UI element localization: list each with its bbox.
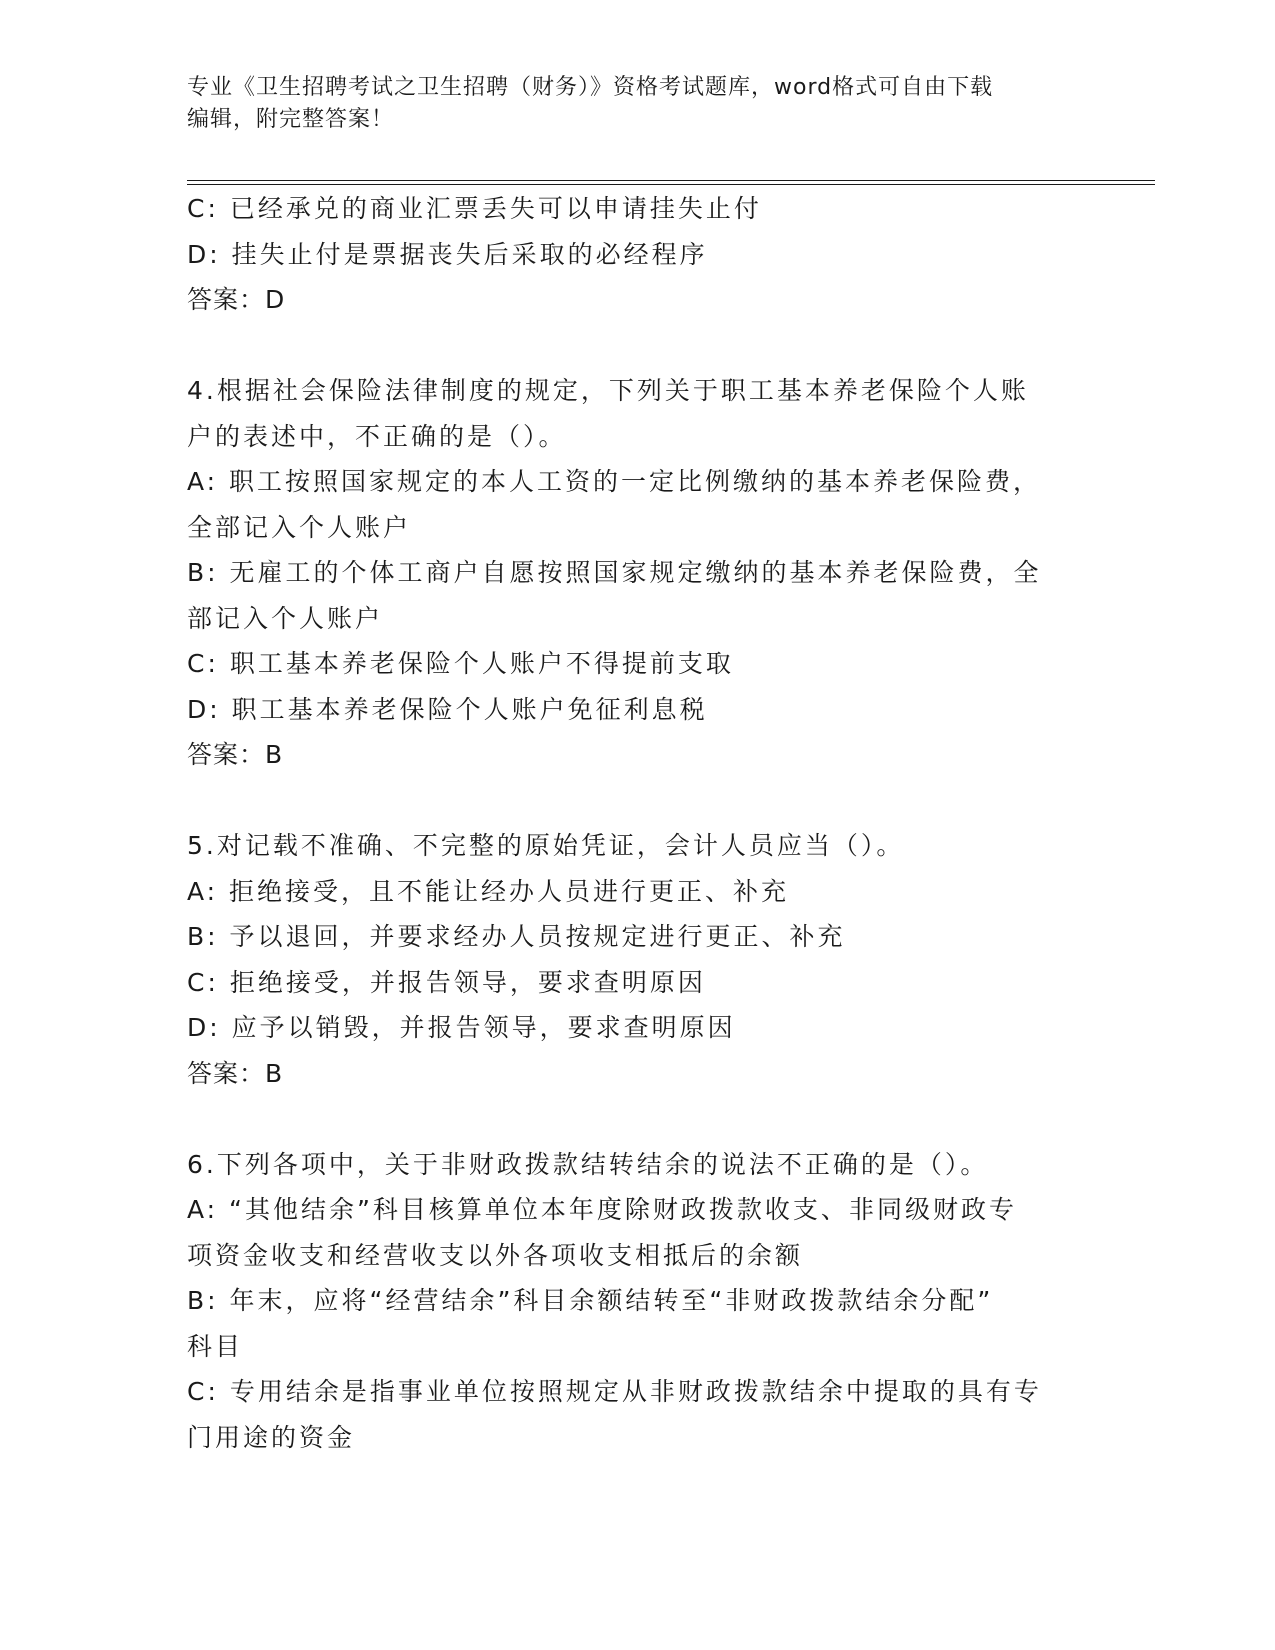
q3-answer: 答案：D: [187, 285, 286, 314]
q4-option-b-line2: 部记入个人账户: [187, 603, 384, 633]
q6-option-b-line1: B: 年末，应将“经营结余”科目余额结转至“非财政拨款结余分配”: [187, 1286, 994, 1315]
spacer: [187, 1096, 1087, 1142]
q4-option-b-line1: B: 无雇工的个体工商户自愿按照国家规定缴纳的基本养老保险费，全: [187, 558, 1042, 587]
q6-option-a-line1: A: “其他结余”科目核算单位本年度除财政拨款收支、非同级财政专: [187, 1195, 1017, 1224]
q5-option-c: C: 拒绝接受，并报告领导，要求查明原因: [187, 967, 706, 997]
q5-stem: 5.对记载不准确、不完整的原始凭证，会计人员应当（）。: [187, 831, 905, 860]
document-header: 专业《卫生招聘考试之卫生招聘（财务）》资格考试题库，word格式可自由下载 编辑，附完整答案！: [187, 75, 994, 132]
q4-option-c: C: 职工基本养老保险个人账户不得提前支取: [187, 649, 734, 678]
q5-option-a: A: 拒绝接受，且不能让经办人员进行更正、补充: [187, 876, 790, 906]
q5-option-d: D: 应予以销毁，并报告领导，要求查明原因: [187, 1013, 736, 1042]
q6-option-a-line2: 项资金收支和经营收支以外各项收支相抵后的余额: [187, 1240, 804, 1270]
spacer: [187, 323, 1087, 369]
q4-stem-line2: 户的表述中，不正确的是（）。: [187, 421, 567, 451]
q3-option-c: C: 已经承兑的商业汇票丢失可以申请挂失止付: [187, 194, 762, 223]
q6-stem: 6.下列各项中，关于非财政拨款结转结余的说法不正确的是（）。: [187, 1149, 989, 1179]
q6-option-c-line1: C: 专用结余是指事业单位按照规定从非财政拨款结余中提取的具有专: [187, 1377, 1042, 1406]
q4-stem-line1: 4.根据社会保险法律制度的规定，下列关于职工基本养老保险个人账: [187, 376, 1029, 405]
q6-option-c-line2: 门用途的资金: [187, 1422, 356, 1452]
q4-option-a-line1: A: 职工按照国家规定的本人工资的一定比例缴纳的基本养老保险费，: [187, 467, 1042, 496]
q4-option-a-line2: 全部记入个人账户: [187, 512, 412, 542]
header-divider: [187, 180, 1155, 181]
q4-answer: 答案：B: [187, 740, 284, 769]
header-divider-secondary: [187, 184, 1155, 185]
question-content: [187, 186, 1087, 1460]
q3-option-d: D: 挂失止付是票据丧失后采取的必经程序: [187, 239, 708, 269]
q6-option-b-line2: 科目: [187, 1331, 244, 1361]
spacer: [187, 778, 1087, 824]
q5-option-b: B: 予以退回，并要求经办人员按规定进行更正、补充: [187, 922, 846, 951]
q5-answer: 答案：B: [187, 1058, 284, 1088]
q4-option-d: D: 职工基本养老保险个人账户免征利息税: [187, 694, 708, 724]
